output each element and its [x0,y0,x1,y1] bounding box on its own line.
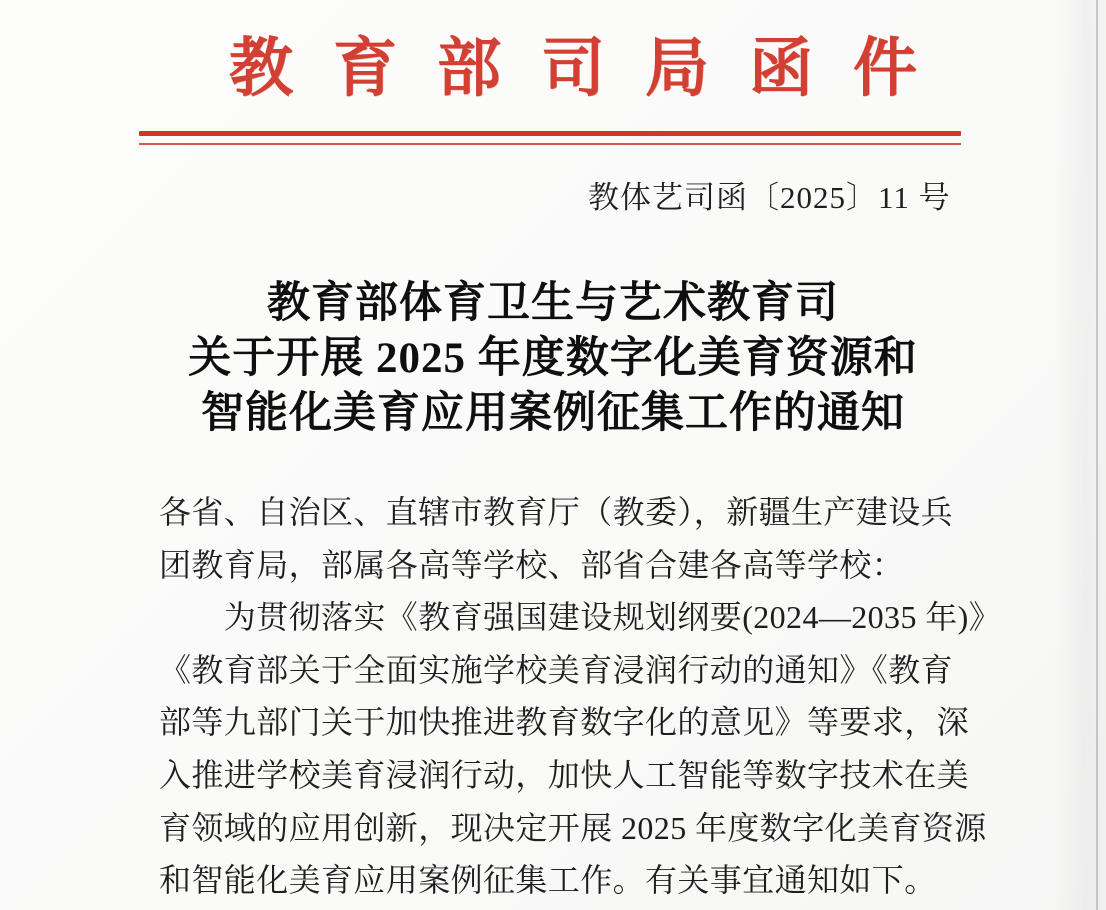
body-line: 育领域的应用创新，现决定开展 2025 年度数字化美育资源 [159,809,987,846]
notice-body [159,486,1002,907]
body-line: 为贯彻落实《教育强国建设规划纲要(2024—2035 年)》 [159,599,1002,636]
body-line: 部等九部门关于加快推进教育数字化的意见》等要求，深 [159,704,970,741]
scan-edge-shadow [1054,0,1106,910]
body-line: 各省、自治区、直辖市教育厅（教委），新疆生产建设兵 [159,494,954,530]
notice-title [0,276,1106,441]
notice-title-line-3: 智能化美育应用案例征集工作的通知 [201,390,905,437]
notice-title-line-1: 教育部体育卫生与艺术教育司 [267,280,839,327]
notice-title-line-2: 关于开展 2025 年度数字化美育资源和 [188,335,918,382]
letterhead-masthead-title: 教育部司局函件 [229,33,957,104]
letterhead-rule-thin [139,143,961,145]
body-line: 入推进学校美育浸润行动，加快人工智能等数字技术在美 [159,756,970,793]
scan-edge-line [1096,0,1098,910]
body-line: 《教育部关于全面实施学校美育浸润行动的通知》《教育 [159,651,954,688]
letterhead-rule-thick [139,131,961,136]
body-line: 和智能化美育应用案例征集工作。有关事宜通知如下。 [159,862,937,899]
document-reference-number: 教体艺司函〔2025〕11 号 [588,180,951,215]
body-line: 团教育局，部属各高等学校、部省合建各高等学校： [159,546,905,583]
